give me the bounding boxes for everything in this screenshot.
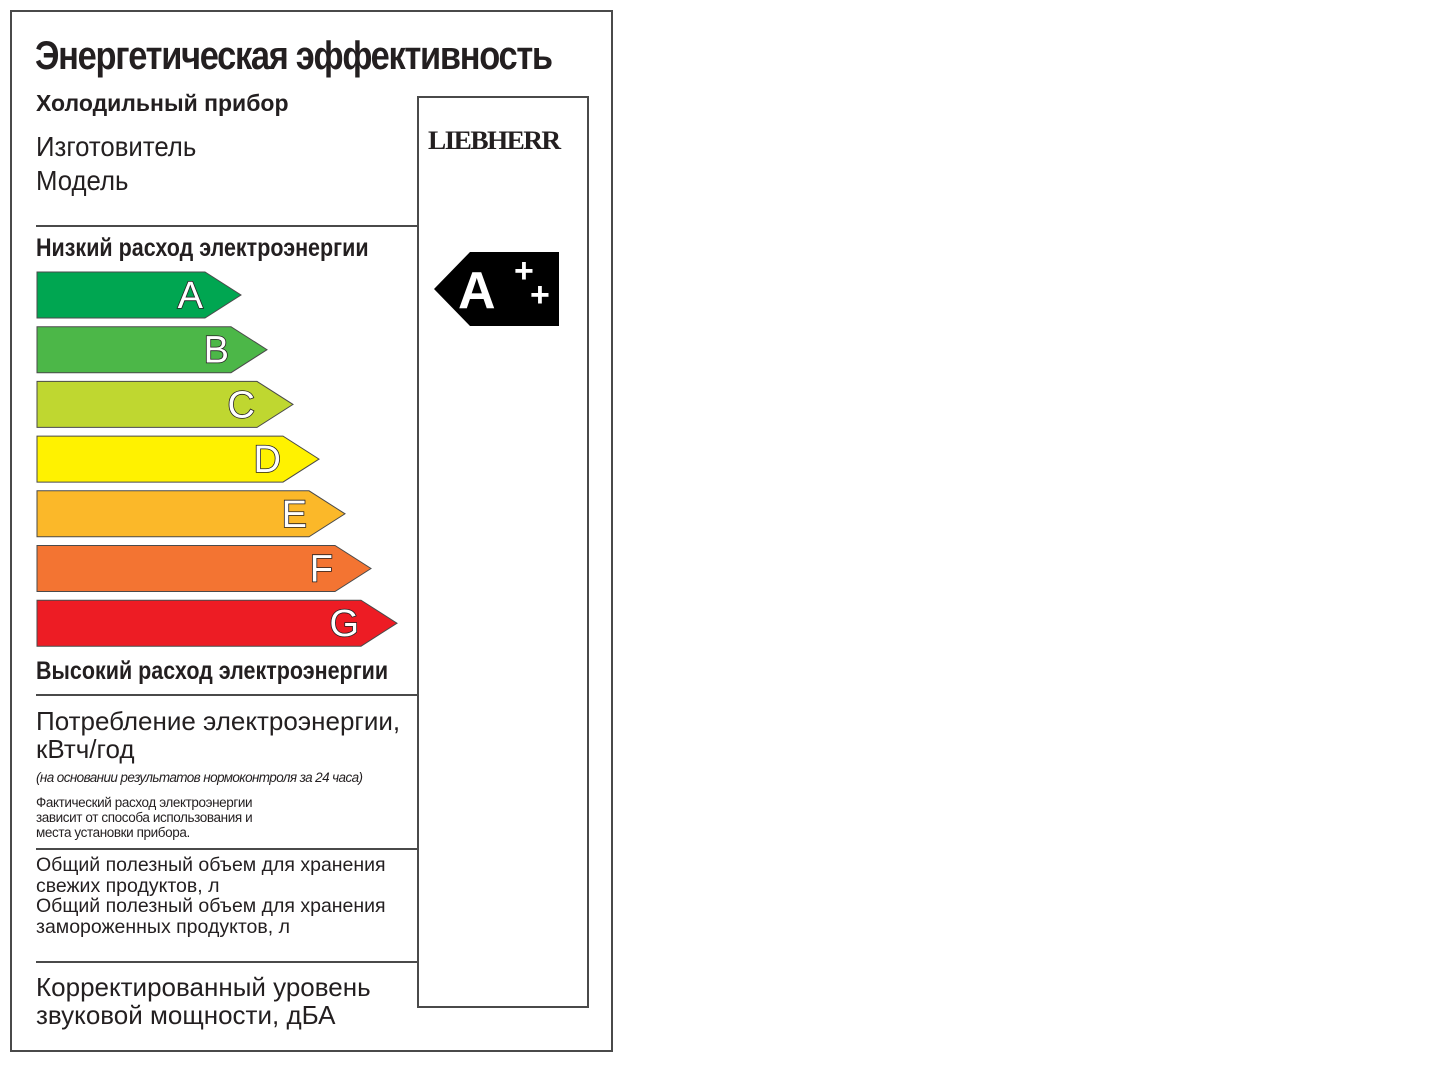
frozen-volume-line-2: замороженных продуктов, л (36, 915, 290, 938)
fresh-volume-line-2: свежих продуктов, л (36, 874, 220, 897)
consumption-note-line-2: зависит от способа использования и (36, 810, 253, 825)
rating-letter: A (458, 262, 496, 320)
efficiency-letter-f: F (309, 548, 333, 591)
efficiency-class-a (37, 272, 241, 318)
efficiency-class-b (37, 327, 267, 373)
efficiency-letter-b: B (203, 329, 229, 372)
consumption-note-line-1: Фактический расход электроэнергии (36, 795, 253, 810)
noise-line-1: Корректированный уровень (36, 972, 371, 1002)
consumption-basis: (на основании результатов нормоконтроля за 24 часа) (36, 770, 363, 785)
label-title: Энергетическая эффективность (35, 34, 552, 78)
efficiency-letter-d: D (253, 439, 281, 482)
divider-scale-bottom (36, 694, 418, 696)
consumption-note-line-3: места установки прибора. (36, 825, 190, 840)
efficiency-class-g (37, 600, 397, 646)
manufacturer-field: Изготовитель (36, 131, 197, 162)
rating-plus-2: + (530, 276, 550, 314)
appliance-type: Холодильный прибор (36, 90, 289, 116)
rating-plus-1: + (514, 252, 534, 290)
efficiency-letter-e: E (281, 493, 307, 536)
frozen-volume-line-1: Общий полезный объем для хранения (36, 895, 386, 917)
high-consumption-label: Высокий расход электроэнергии (36, 657, 389, 685)
volume-labels (36, 855, 386, 937)
model-field: Модель (36, 165, 129, 196)
efficiency-letter-c: C (227, 384, 255, 427)
consumption-line-1: Потребление электроэнергии, (36, 706, 401, 736)
efficiency-class-f (37, 546, 371, 592)
efficiency-arrow-b (37, 327, 267, 373)
efficiency-arrow-a (37, 272, 241, 318)
efficiency-class-d (37, 436, 319, 482)
rating-arrow-group (434, 252, 559, 326)
noise-label (36, 973, 371, 1029)
divider-consumption (36, 848, 418, 850)
efficiency-letter-a: A (177, 275, 203, 317)
efficiency-letter-g: G (329, 603, 359, 646)
efficiency-class-c (37, 381, 293, 427)
low-consumption-label: Низкий расход электроэнергии (36, 234, 369, 262)
divider-volume (36, 961, 418, 963)
fresh-volume-line-1: Общий полезный объем для хранения (36, 854, 386, 876)
consumption-note (36, 795, 252, 840)
consumption-label (36, 707, 400, 763)
consumption-line-2: кВтч/год (36, 734, 135, 764)
brand-logo: LIEBHERR (428, 126, 560, 155)
efficiency-class-e (37, 491, 345, 537)
noise-line-2: звуковой мощности, дБА (36, 1000, 336, 1030)
